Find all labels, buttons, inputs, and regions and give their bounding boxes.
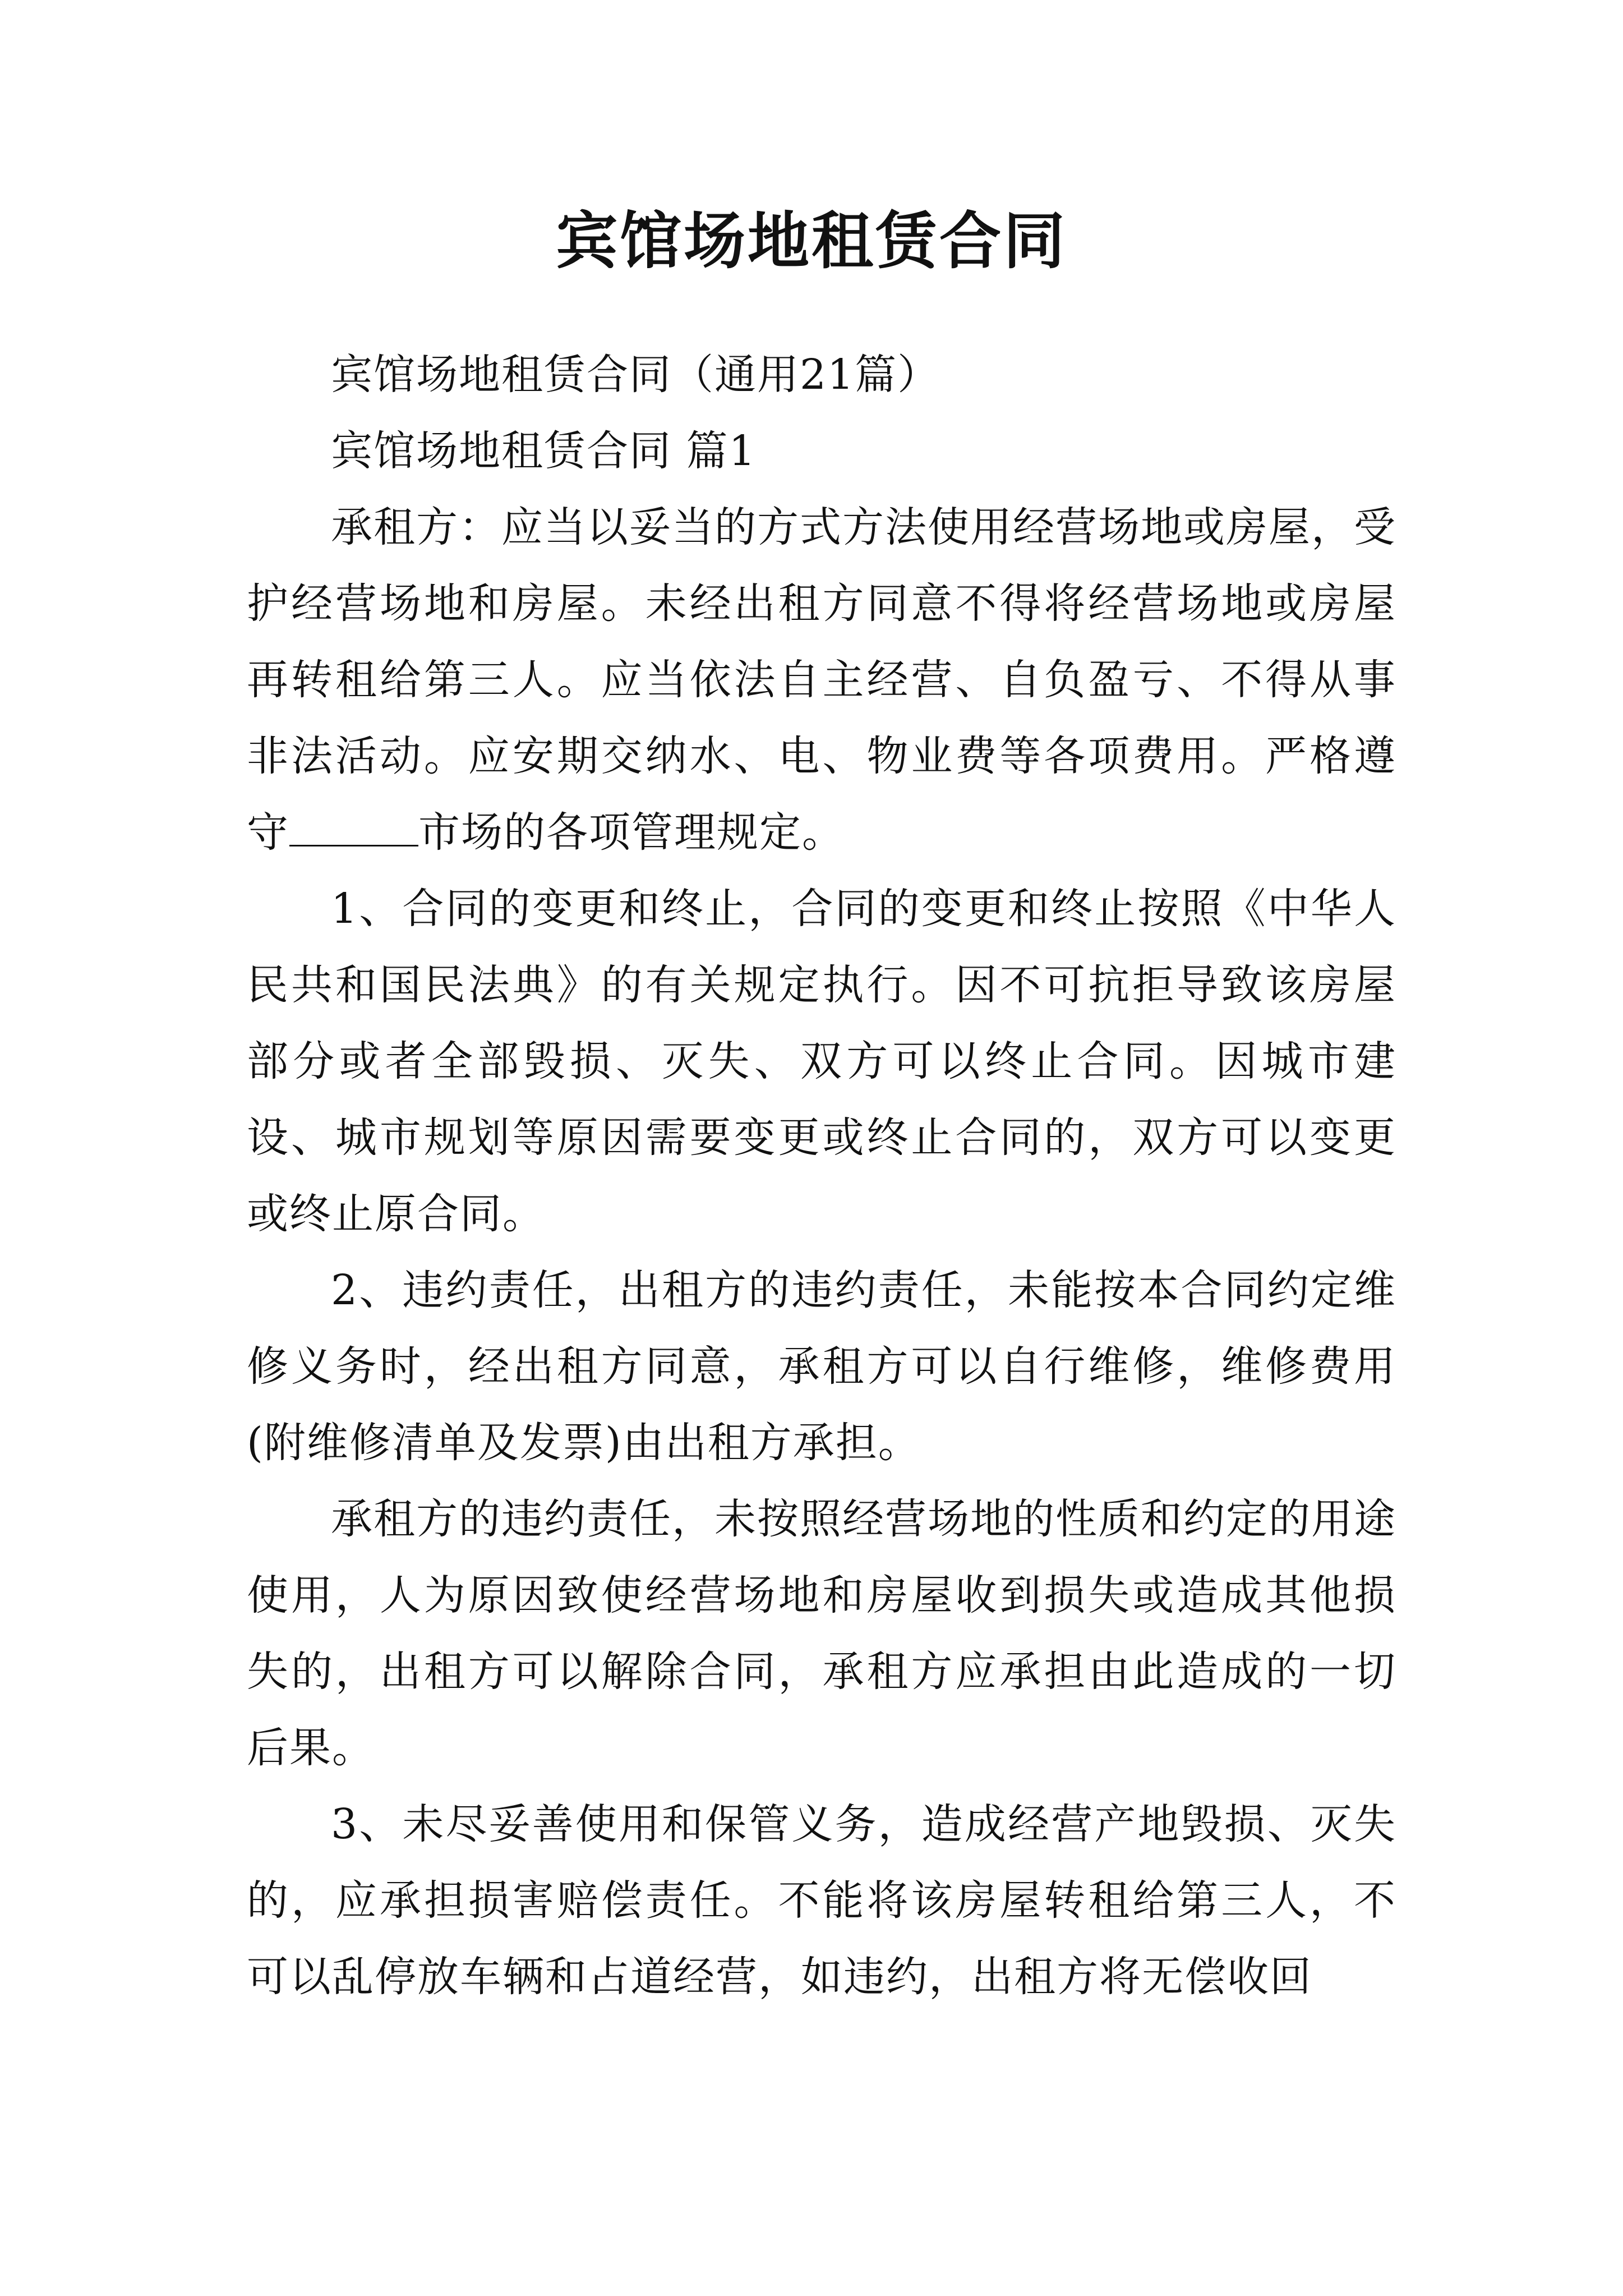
- paragraph-lessee-duties-text: 承租方：应当以妥当的方式方法使用经营场地或房屋，受护经营场地和房屋。未经出租方同意不得将经营场地或房屋再转租给第三人。应当依法自主经营、自负盈亏、不得从事非法活动。应安期交纳水、电、物业费等各项费用。严格遵守: [247, 503, 1396, 857]
- paragraph-lessee-duties: [247, 489, 1396, 871]
- section-heading: 宾馆场地租赁合同 篇1: [331, 427, 757, 475]
- fill-in-blank: [289, 811, 418, 846]
- paragraph-lessee-liability: 承租方的违约责任，未按照经营场地的性质和约定的用途使用，人为原因致使经营场地和房屋收到损失或造成其他损失的，出租方可以解除合同，承租方应承担由此造成的一切后果。: [247, 1495, 1396, 1772]
- paragraph-clause-2: 2、违约责任，出租方的违约责任，未能按本合同约定维修义务时，经出租方同意，承租方可以自行维修，维修费用(附维修清单及发票)由出租方承担。: [247, 1266, 1396, 1467]
- document-body: [247, 337, 1396, 2015]
- paragraph-clause-3: 3、未尽妥善使用和保管义务，造成经营产地毁损、灭失的，应承担损害赔偿责任。不能将该房屋转租给第三人，不可以乱停放车辆和占道经营，如违约，出租方将无偿收回: [247, 1800, 1396, 2001]
- paragraph-clause-1: 1、合同的变更和终止，合同的变更和终止按照《中华人民共和国民法典》的有关规定执行。因不可抗拒导致该房屋部分或者全部毁损、灭失、双方可以终止合同。因城市建设、城市规划等原因需要变更或终止合同的，双方可以变更或终止原合同。: [247, 885, 1396, 1238]
- paragraph-lessee-duties-tail: 市场的各项管理规定。: [418, 808, 845, 857]
- document-title: 宾馆场地租赁合同: [556, 205, 1067, 277]
- document-subtitle: 宾馆场地租赁合同（通用21篇）: [331, 351, 940, 399]
